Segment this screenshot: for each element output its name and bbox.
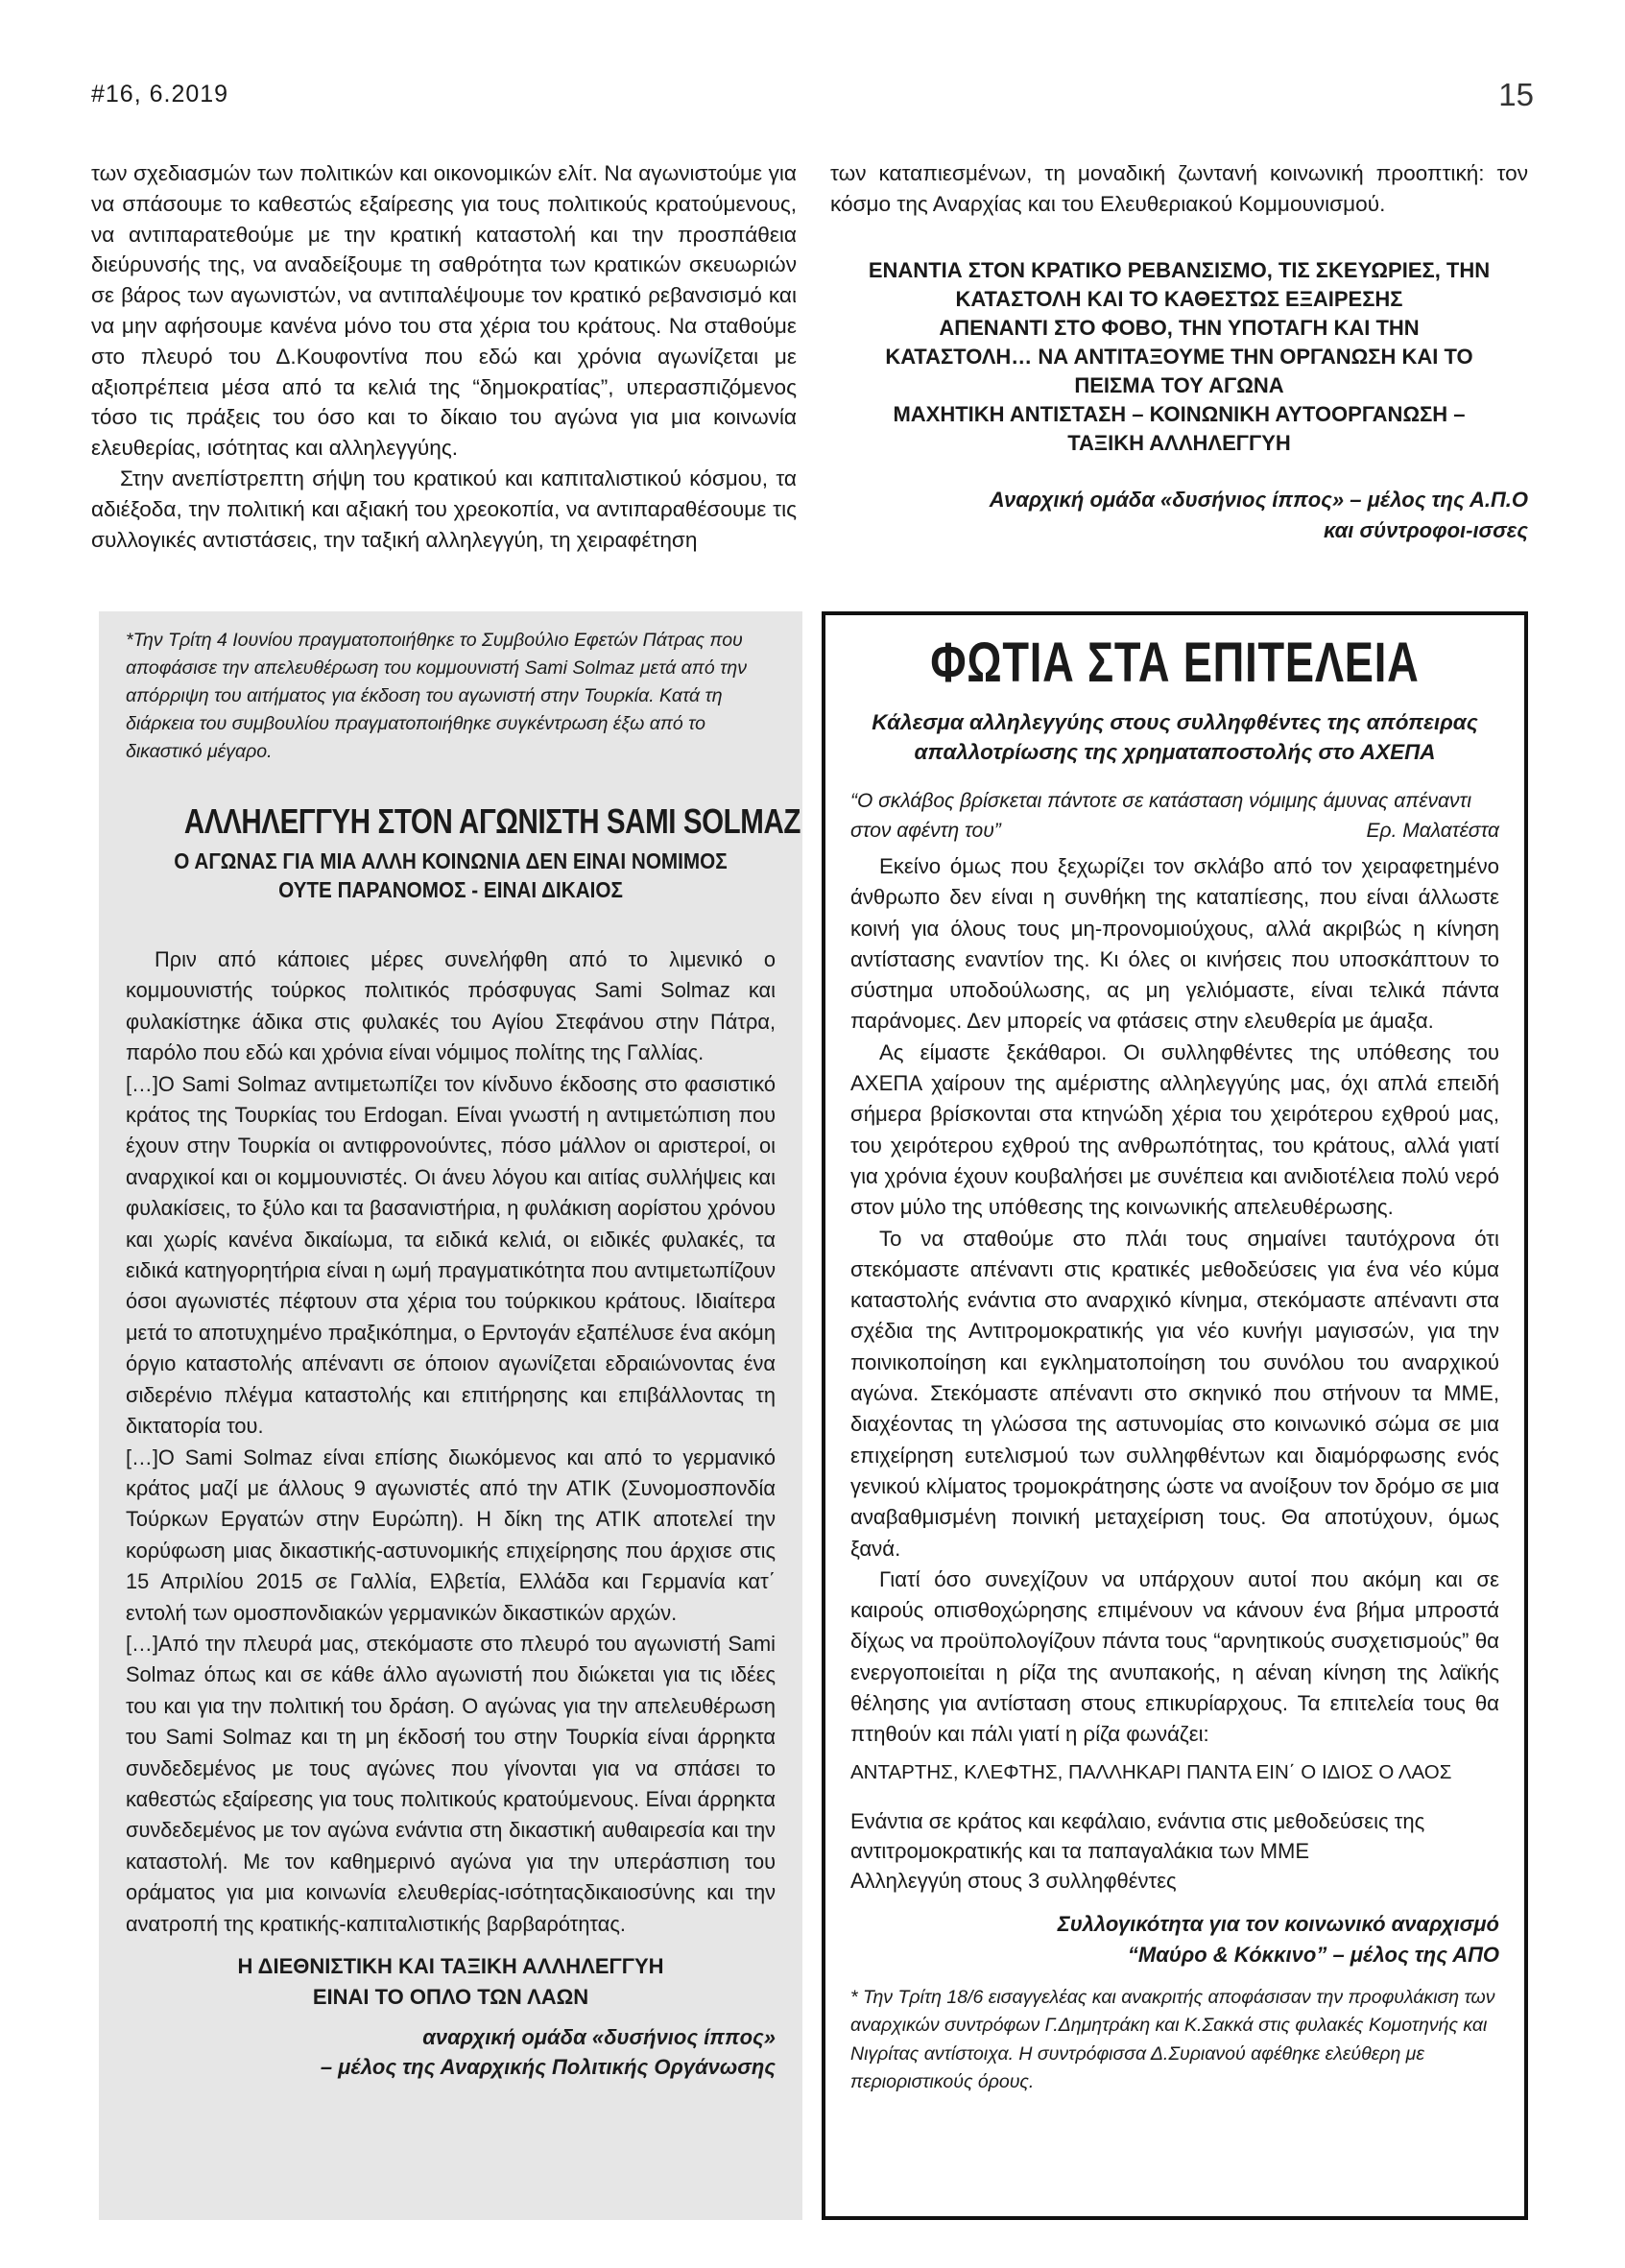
- article-subheadline: Ο ΑΓΩΝΑΣ ΓΙΑ ΜΙΑ ΑΛΛΗ ΚΟΙΝΩΝΙΑ ΔΕΝ ΕΙΝΑΙ ΝΟΜΙΜΟΣ: [174, 848, 728, 873]
- signature: [850, 1909, 1499, 1970]
- slogan-line: ΑΠΕΝΑΝΤΙ ΣΤΟ ΦΟΒΟ, ΤΗΝ ΥΠΟΤΑΓΗ ΚΑΙ ΤΗΝ: [939, 315, 1420, 340]
- signature-line: και σύντροφοι-ισσες: [1324, 517, 1528, 542]
- signature: [126, 2022, 776, 2082]
- closing-line: Ενάντια σε κράτος και κεφάλαιο, ενάντια στις μεθοδεύσεις της αντιτρομοκρατικής και τα παπαγαλάκια των ΜΜΕ: [850, 1808, 1425, 1863]
- page-number: 15: [1498, 77, 1534, 112]
- closing-slogan: [126, 1951, 776, 2013]
- slogan-line: ΚΑΤΑΣΤΟΛΗ… ΝΑ ΑΝΤΙΤΑΞΟΥΜΕ ΤΗΝ ΟΡΓΑΝΩΣΗ ΚΑΙ ΤΟ: [885, 344, 1473, 369]
- slogan-line: ΕΝΑΝΤΙΑ ΣΤΟΝ ΚΡΑΤΙΚΟ ΡΕΒΑΝΣΙΣΜΟ, ΤΙΣ ΣΚΕΥΩΡΙΕΣ, ΤΗΝ: [868, 257, 1491, 282]
- footnote: * Την Τρίτη 18/6 εισαγγελέας και ανακριτής αποφάσισαν την προφυλάκιση των αναρχικών συντρόφων Γ.Δημητράκη και Κ.Σακκά στις φυλακές Κομοτηνής και Νιγρίτας αντίστοιχα. Η συντρόφισσα Δ.Συριανού αφέθηκε ελεύθερη με περιοριστικούς όρους.: [850, 1986, 1495, 2093]
- slogan-line: ΤΑΞΙΚΗ ΑΛΛΗΛΕΓΓΥΗ: [1067, 430, 1291, 455]
- paragraph: Πριν από κάποιες μέρες συνελήφθη από το λιμενικό ο κομμουνιστής τούρκος πολιτικός πρόσφυγας Sami Solmaz και φυλακίστηκε άδικα στις φυλακές του Αγίου Στεφάνου στην Πάτρα, παρόλο που εδώ και χρόνια είναι νόμιμος πολίτης της Γαλλίας.: [126, 947, 776, 1065]
- article-headline: ΦΩΤΙΑ ΣΤΑ ΕΠΙΤΕΛΕΙΑ: [930, 632, 1420, 694]
- closing-line: Αλληλεγγύη στους 3 συλληφθέντες: [850, 1868, 1177, 1893]
- article-intro: *Την Τρίτη 4 Ιουνίου πραγματοποιήθηκε το Συμβούλιο Εφετών Πάτρας που αποφάσισε την απελευθέρωση του κομμουνιστή Sami Solmaz μετά από την απόρριψη του αιτήματος για έκδοση του αγωνιστή στην Τουρκία. Κατά τη διάρκεια του συμβουλίου πραγματοποιήθηκε συγκέντρωση έξω από το δικαστικό μέγαρο.: [126, 630, 747, 762]
- article-subheadline: Κάλεσμα αλληλεγγύης στους συλληφθέντες της απόπειρας απαλλοτρίωσης της χρηματαποστολής στο ΑΧΕΠΑ: [872, 710, 1478, 764]
- signature-line: Συλλογικότητα για τον κοινωνικό αναρχισμό: [1057, 1911, 1499, 1936]
- paragraph: […]Ο Sami Solmaz είναι επίσης διωκόμενος και από το γερμανικό κράτος μαζί με άλλους 9 αγωνιστές από την ΑΤΙΚ (Συνομοσπονδία Τούρκων Εργατών στην Ευρώπη). Η δίκη της ΑΤΙΚ αποτελεί την κορύφωση μιας δικαστικής-αστυνομικής επιχείρησης που άρχισε στις 15 Απριλίου 2015 σε Γαλλία, Ελβετία, Ελλάδα και Γερμανία κατ΄ εντολή των ομοσπονδιακών γερμανικών δικαστικών αρχών.: [126, 1444, 776, 1625]
- paragraph: των σχεδιασμών των πολιτικών και οικονομικών ελίτ. Να αγωνιστούμε για να σπάσουμε το καθεστώς εξαίρεσης για τους πολιτικούς κρατούμενους, να αντιπαρατεθούμε με την κρατική καταστολή και την προσπάθεια διεύρυνσής της, να αναδείξουμε τη σαθρότητα των κρατικών σκευωριών σε βάρος των αγωνιστών, να αντιπαλέψουμε τον κρατικό ρεβανσισμό και να μην αφήσουμε κανένα μόνο του στα χέρια του κράτους. Να σταθούμε στο πλευρό του Δ.Κουφοντίνα που εδώ και χρόνια αγωνίζεται με αξιοπρέπεια μέσα από τα κελιά της “δημοκρατίας”, υπερασπιζόμενος τόσο τις πράξεις του όσο και το δίκαιο του αγώνα για μια κοινωνία ελευθερίας, ισότητας και αλληλεγγύης.: [91, 161, 797, 461]
- paragraph: Γιατί όσο συνεχίζουν να υπάρχουν αυτοί που ακόμη και σε καιρούς οπισθοχώρησης επιμένουν να κάνουν ένα βήμα μπροστά δίχως να προϋπολογίζουν πάντα τους “αρνητικούς συσχετισμούς” θα ενεργοποιείται η ρίζα της ανυπακοής, η αέναη κίνηση της λαϊκής θέλησης για αντίσταση στους επικυρίαρχους. Τα επιτελεία τους θα πτηθούν και πάλι γιατί η ρίζα φωνάζει:: [850, 1566, 1499, 1747]
- paragraph: των καταπιεσμένων, τη μοναδική ζωντανή κοινωνική προοπτική: τον κόσμο της Αναρχίας και του Ελευθεριακού Κομμουνισμού.: [830, 161, 1528, 216]
- slogan-line: ΜΑΧΗΤΙΚΗ ΑΝΤΙΣΤΑΣΗ – ΚΟΙΝΩΝΙΚΗ ΑΥΤΟΟΡΓΑΝΩΣΗ –: [893, 401, 1466, 426]
- paragraph: […]Ο Sami Solmaz αντιμετωπίζει τον κίνδυνο έκδοσης στο φασιστικό κράτος της Τουρκίας του Erdogan. Είναι γνωστή η αντιμετώπιση που έχουν στην Τουρκία οι αντιφρονούντες, πόσο μάλλον οι αριστεροί, οι αναρχικοί και οι κομμουνιστές. Οι άνευ λόγου και αιτίας συλλήψεις και φυλακίσεις, το ξύλο και τα βασανιστήρια, η φυλάκιση αορίστου χρόνου και χωρίς κανένα δικαίωμα, τα ειδικά κελιά, οι ειδικές φυλακές, τα ειδικά κατηγορητήρια είναι η ωμή πραγματικότητα που αντιμετωπίζουν όσοι αγωνιστές πέφτουν στα χέρια του τούρκικου κράτους. Ιδιαίτερα μετά το αποτυχημένο πραξικόπημα, ο Ερντογάν εξαπέλυσε ένα ακόμη όργιο καταστολής απέναντι σε όποιον αγωνίζεται εδραιώνοντας ένα σιδερένιο πλέγμα καταστολής και επιτήρησης και επιβάλλοντας τη δικτατορία του.: [126, 1071, 776, 1439]
- solidarity-article: [99, 611, 802, 2220]
- slogan-line: ΑΝΤΑΡΤΗΣ, ΚΛΕΦΤΗΣ, ΠΑΛΛΗΚΑΡΙ ΠΑΝΤΑ ΕΙΝ΄ Ο ΙΔΙΟΣ Ο ΛΑΟΣ: [850, 1760, 1452, 1783]
- article-continuation-left: [91, 158, 797, 555]
- slogan-line: ΚΑΤΑΣΤΟΛΗ ΚΑΙ ΤΟ ΚΑΘΕΣΤΩΣ ΕΞΑΙΡΕΣΗΣ: [955, 286, 1403, 311]
- signature-line: “Μαύρο & Κόκκινο” – μέλος της ΑΠΟ: [1127, 1942, 1499, 1967]
- article-headline: ΑΛΛΗΛΕΓΓΥΗ ΣΤΟΝ ΑΓΩΝΙΣΤΗ SAMI SOLMAZ: [183, 801, 801, 841]
- closing-text: [850, 1806, 1499, 1896]
- epigraph-quote: [850, 786, 1499, 846]
- paragraph: Εκείνο όμως που ξεχωρίζει τον σκλάβο από τον χειραφετημένο άνθρωπο δεν είναι η συνθήκη της καταπίεσης, που είναι άλλωστε κοινή για όλους τους μη-προνομιούχους, αλλά ακριβώς η κίνηση αντίστασης εναντίον της. Κι όλες οι κινήσεις που υποσκάπτουν το σύστημα υποδούλωσης, ας μη γελιόμαστε, είναι τελικά πάντα παράνομες. Δεν μπορείς να φτάσεις στην ελευθερία με άμαξα.: [850, 854, 1499, 1034]
- article-body: [126, 944, 776, 1940]
- closing-line: ΕΙΝΑΙ ΤΟ ΟΠΛΟ ΤΩΝ ΛΑΩΝ: [312, 1985, 589, 2009]
- quote-author: Ερ. Μαλατέστα: [1366, 820, 1499, 842]
- article-body: [850, 851, 1499, 1751]
- paragraph: Το να σταθούμε στο πλάι τους σημαίνει ταυτόχρονα ότι στεκόμαστε απέναντι στις κρατικές μεθοδεύσεις για ένα νέο κύμα καταστολής ενάντια στο αναρχικό κίνημα, στεκόμαστε απέναντι στα σχέδια της Αντιτρομοκρατικής για νέο κυνήγι μαγισσών, για την ποινικοποίηση και εγκληματοποίηση του συνόλου του αναρχικού αγώνα. Στεκόμαστε απέναντι στο σκηνικό που στήνουν τα ΜΜΕ, διαχέοντας τη γλώσσα της αστυνομίας στο κοινωνικό σώμα σε μια επιχείρηση ευτελισμού των συλληφθέντων και διαμόρφωσης ενός γενικού κλίματος τρομοκράτησης ώστε να ανοίξουν τον δρόμο σε μια αναβαθμισμένη ποινική μεταχείριση τους. Θα αποτύχουν, όμως ξανά.: [850, 1226, 1499, 1561]
- signature-line: – μέλος της Αναρχικής Πολιτικής Οργάνωσης: [320, 2055, 776, 2079]
- article-continuation-right: [830, 158, 1528, 546]
- signature: [830, 485, 1528, 546]
- signature-line: αναρχική ομάδα «δυσήνιος ίππος»: [422, 2025, 776, 2049]
- signature-line: Αναρχική ομάδα «δυσήνιος ίππος» – μέλος της Α.Π.Ο: [989, 487, 1528, 512]
- issue-date: #16, 6.2019: [91, 81, 229, 107]
- slogan-line: ΠΕΙΣΜΑ ΤΟΥ ΑΓΩΝΑ: [1074, 372, 1284, 397]
- paragraph: Ας είμαστε ξεκάθαροι. Οι συλληφθέντες της υπόθεσης του ΑΧΕΠΑ χαίρουν της αμέριστης αλληλεγγύης μας, όχι απλά επειδή σήμερα βρίσκονται στα κτηνώδη χέρια του χειρότερου εχθρού μας, του χειρότερου εχθρού της ανθρωπότητας, του κράτους, αλλά γιατί για χρόνια έχουν κουβαλήσει με συνέπεια και ανιδιοτέλεια πολύ νερό στον μύλο της υπόθεσης της κοινωνικής απελευθέρωσης.: [850, 1039, 1499, 1220]
- quote-text: “Ο σκλάβος βρίσκεται πάντοτε σε κατάσταση νόμιμης άμυνας απέναντι στον αφέντη του”: [850, 790, 1472, 842]
- closing-line: Η ΔΙΕΘΝΙΣΤΙΚΗ ΚΑΙ ΤΑΞΙΚΗ ΑΛΛΗΛΕΓΓΥΗ: [237, 1954, 664, 1978]
- paragraph: […]Από την πλευρά μας, στεκόμαστε στο πλευρό του αγωνιστή Sami Solmaz όπως και σε κάθε άλλο αγωνιστή που διώκεται για τις ιδέες του και για την πολιτική του δράση. Ο αγώνας για την απελευθέρωση του Sami Solmaz και τη μη έκδοσή του στην Τουρκία είναι άρρηκτα συνδεδεμένος με τους αγώνες που γίνονται για να σπάσει το καθεστώς εξαίρεσης για τους πολιτικούς κρατούμενους. Είναι άρρηκτα συνδεδεμένος με τον αγώνα ενάντια στη δικαστική αυθαιρεσία και την καταστολή. Με τον καθημερινό αγώνα για την υπεράσπιση του οράματος για μια κοινωνία ελευθερίας-ισότηταςδικαιοσύνης και την ανατροπή της κρατικής-καπιταλιστικής βαρβαρότητας.: [126, 1631, 776, 1936]
- fire-article: [822, 611, 1528, 2220]
- slogan-block: [830, 256, 1528, 458]
- paragraph: Στην ανεπίστρεπτη σήψη του κρατικού και καπιταλιστικού κόσμου, τα αδιέξοδα, την πολιτική και αξιακή του χρεοκοπία, να αντιπαραθέσουμε τις συλλογικές αντιστάσεις, την ταξική αλληλεγγύη, τη χειραφέτηση: [91, 466, 797, 552]
- article-subheadline: ΟΥΤΕ ΠΑΡΑΝΟΜΟΣ - ΕΙΝΑΙ ΔΙΚΑΙΟΣ: [278, 877, 623, 902]
